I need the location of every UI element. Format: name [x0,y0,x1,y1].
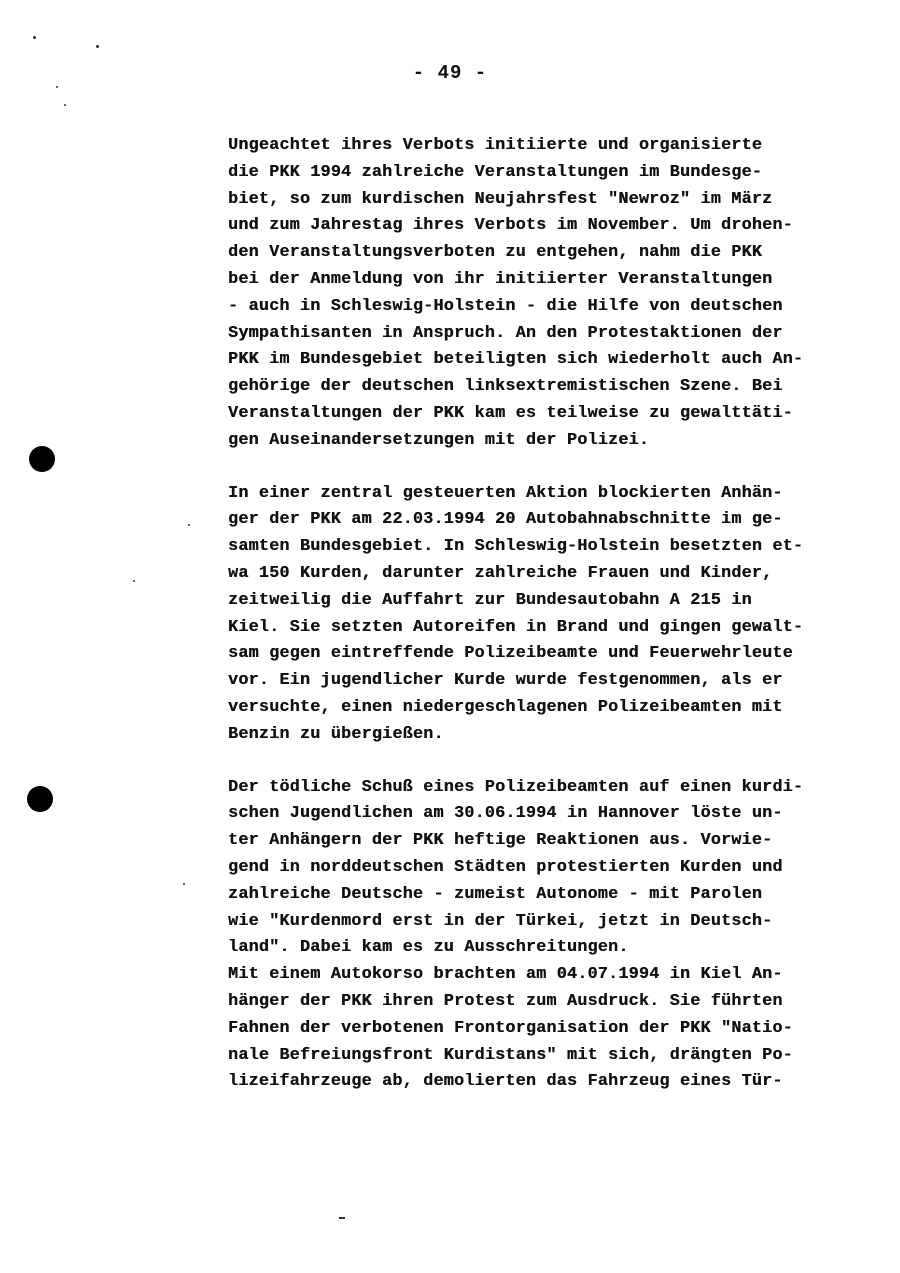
paragraph-autobahn-blockade [228,481,858,749]
text-line: Veranstaltungen der PKK kam es teilweise zu gewalttäti- [228,403,793,423]
body-text [228,133,858,1096]
text-line: die PKK 1994 zahlreiche Veranstaltungen im Bundesge- [228,162,763,182]
text-line: den Veranstaltungsverboten zu entgehen, nahm die PKK [228,243,763,263]
text-line: gend in norddeutschen Städten protestierten Kurden und [228,857,783,877]
text-line: Benzin zu übergießen. [228,724,444,744]
paragraph-pkk-events [228,133,858,455]
scan-speck [33,36,36,39]
text-line: PKK im Bundesgebiet beteiligten sich wiederholt auch An- [228,350,804,370]
text-line: hänger der PKK ihren Protest zum Ausdruck. Sie führten [228,991,783,1011]
text-line: ger der PKK am 22.03.1994 20 Autobahnabschnitte im ge- [228,510,783,530]
text-line: gen Auseinandersetzungen mit der Polizei. [228,430,650,450]
text-line: wie "Kurdenmord erst in der Türkei, jetzt in Deutsch- [228,911,773,931]
paragraph-hannover-shooting [228,775,858,963]
text-line: bei der Anmeldung von ihr initiierter Veranstaltungen [228,269,773,289]
scan-speck [56,86,58,88]
text-line: nale Befreiungsfront Kurdistans" mit sich, drängten Po- [228,1045,793,1065]
text-line: Kiel. Sie setzten Autoreifen in Brand und gingen gewalt- [228,617,804,637]
text-line: wa 150 Kurden, darunter zahlreiche Frauen und Kinder, [228,563,773,583]
text-line: und zum Jahrestag ihres Verbots im November. Um drohen- [228,216,793,236]
text-line: ter Anhängern der PKK heftige Reaktionen aus. Vorwie- [228,831,773,851]
scan-speck [64,104,66,106]
text-line: - auch in Schleswig-Holstein - die Hilfe von deutschen [228,296,783,316]
text-line: schen Jugendlichen am 30.06.1994 in Hannover löste un- [228,804,783,824]
text-line: In einer zentral gesteuerten Aktion blockierten Anhän- [228,483,783,503]
scan-speck [183,883,185,885]
text-line: versuchte, einen niedergeschlagenen Polizeibeamten mit [228,697,783,717]
text-line: biet, so zum kurdischen Neujahrsfest "Newroz" im März [228,189,773,209]
text-line: zeitweilig die Auffahrt zur Bundesautobahn A 215 in [228,590,752,610]
text-line: lizeifahrzeuge ab, demolierten das Fahrzeug eines Tür- [228,1072,783,1092]
punch-hole-bottom [27,786,53,812]
text-line: samten Bundesgebiet. In Schleswig-Holstein besetzten et- [228,537,804,557]
text-line: zahlreiche Deutsche - zumeist Autonome - mit Parolen [228,884,763,904]
punch-hole-top [29,446,55,472]
text-line: Sympathisanten in Anspruch. An den Protestaktionen der [228,323,783,343]
paragraph-kiel-motorcade [228,962,858,1096]
page-number: - 49 - [412,62,488,84]
text-line: Der tödliche Schuß eines Polizeibeamten auf einen kurdi- [228,777,804,797]
text-line: Fahnen der verbotenen Frontorganisation der PKK "Natio- [228,1018,793,1038]
text-line: vor. Ein jugendlicher Kurde wurde festgenommen, als er [228,671,783,691]
text-line: Ungeachtet ihres Verbots initiierte und organisierte [228,136,763,155]
text-line: sam gegen eintreffende Polizeibeamte und Feuerwehrleute [228,644,793,664]
scan-speck [96,45,99,48]
text-line: land". Dabei kam es zu Ausschreitungen. [228,938,629,958]
scan-speck [339,1217,345,1219]
text-line: Mit einem Autokorso brachten am 04.07.1994 in Kiel An- [228,965,783,985]
scan-speck [133,580,135,582]
text-line: gehörige der deutschen linksextremistischen Szene. Bei [228,377,783,397]
scan-speck [188,524,190,526]
